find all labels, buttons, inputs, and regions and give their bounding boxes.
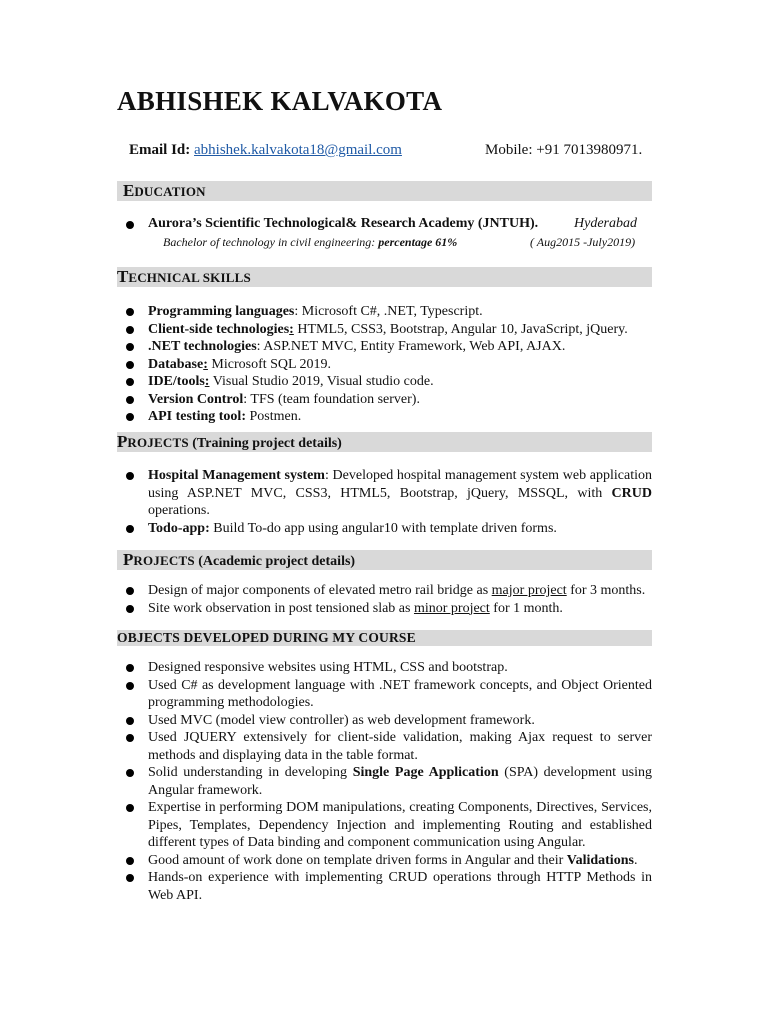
section-heading-education: EDUCATION [117,181,652,201]
project-item: Hospital Management system: Developed hospital management system web application using ASP.NET MVC, CSS3, HTML5, Bootstrap, jQuery, MSSQL, with CRUD operations. [117,467,652,520]
skill-item: .NET technologies: ASP.NET MVC, Entity Framework, Web API, AJAX. [117,338,652,356]
section-heading-projects-academic: PROJECTS (Academic project details) [117,550,652,570]
education-location: Hyderabad [574,216,637,231]
objects-item: Used C# as development language with .NET framework concepts, and Object Oriented programming methodologies. [117,677,652,712]
academic-projects-list [117,582,652,617]
mobile-number: Mobile: +91 7013980971. [485,142,643,158]
skill-item: Programming languages: Microsoft C#, .NET, Typescript. [117,303,652,321]
skills-list [117,303,652,426]
skill-item: IDE/tools: Visual Studio 2019, Visual studio code. [117,373,652,391]
education-degree: Bachelor of technology in civil engineering: percentage 61% [163,235,458,249]
project-item: Design of major components of elevated metro rail bridge as major project for 3 months. [117,582,652,600]
objects-item: Good amount of work done on template driven forms in Angular and their Validations. [117,852,652,870]
objects-item: Designed responsive websites using HTML, CSS and bootstrap. [117,659,652,677]
contact-line [129,142,652,159]
objects-list [117,659,652,904]
objects-item: Used JQUERY extensively for client-side validation, making Ajax request to server methods and displaying data in the table format. [117,729,652,764]
objects-item: Solid understanding in developing Single Page Application (SPA) development using Angular framework. [117,764,652,799]
section-heading-objects: OBJECTS DEVELOPED DURING MY COURSE [117,630,652,646]
skill-item: Database: Microsoft SQL 2019. [117,356,652,374]
bullet [126,221,134,229]
skill-item: API testing tool: Postmen. [117,408,652,426]
candidate-name: ABHISHEK KALVAKOTA [117,86,443,116]
objects-item: Expertise in performing DOM manipulations, creating Components, Directives, Services, Pipes, Templates, Dependency Injection and implementing Routing and established different types of Data binding and component communication using Angular. [117,799,652,852]
project-item: Site work observation in post tensioned slab as minor project for 1 month. [117,600,652,618]
training-projects-list [117,467,652,537]
skill-item: Client-side technologies: HTML5, CSS3, Bootstrap, Angular 10, JavaScript, jQuery. [117,321,652,339]
objects-item: Hands-on experience with implementing CRUD operations through HTTP Methods in Web API. [117,869,652,904]
section-heading-projects-training: PROJECTS (Training project details) [117,432,652,452]
objects-item: Used MVC (model view controller) as web development framework. [117,712,652,730]
skill-item: Version Control: TFS (team foundation server). [117,391,652,409]
project-item: Todo-app: Build To-do app using angular10 with template driven forms. [117,520,652,538]
education-institution: Aurora’s Scientific Technological& Research Academy (JNTUH). [148,216,539,231]
email-link[interactable]: abhishek.kalvakota18@gmail.com [194,142,402,158]
email-label: Email Id: [129,142,191,158]
section-heading-technical-skills: TECHNICAL SKILLS [117,267,652,287]
education-dates: ( Aug2015 -July2019) [530,235,636,249]
